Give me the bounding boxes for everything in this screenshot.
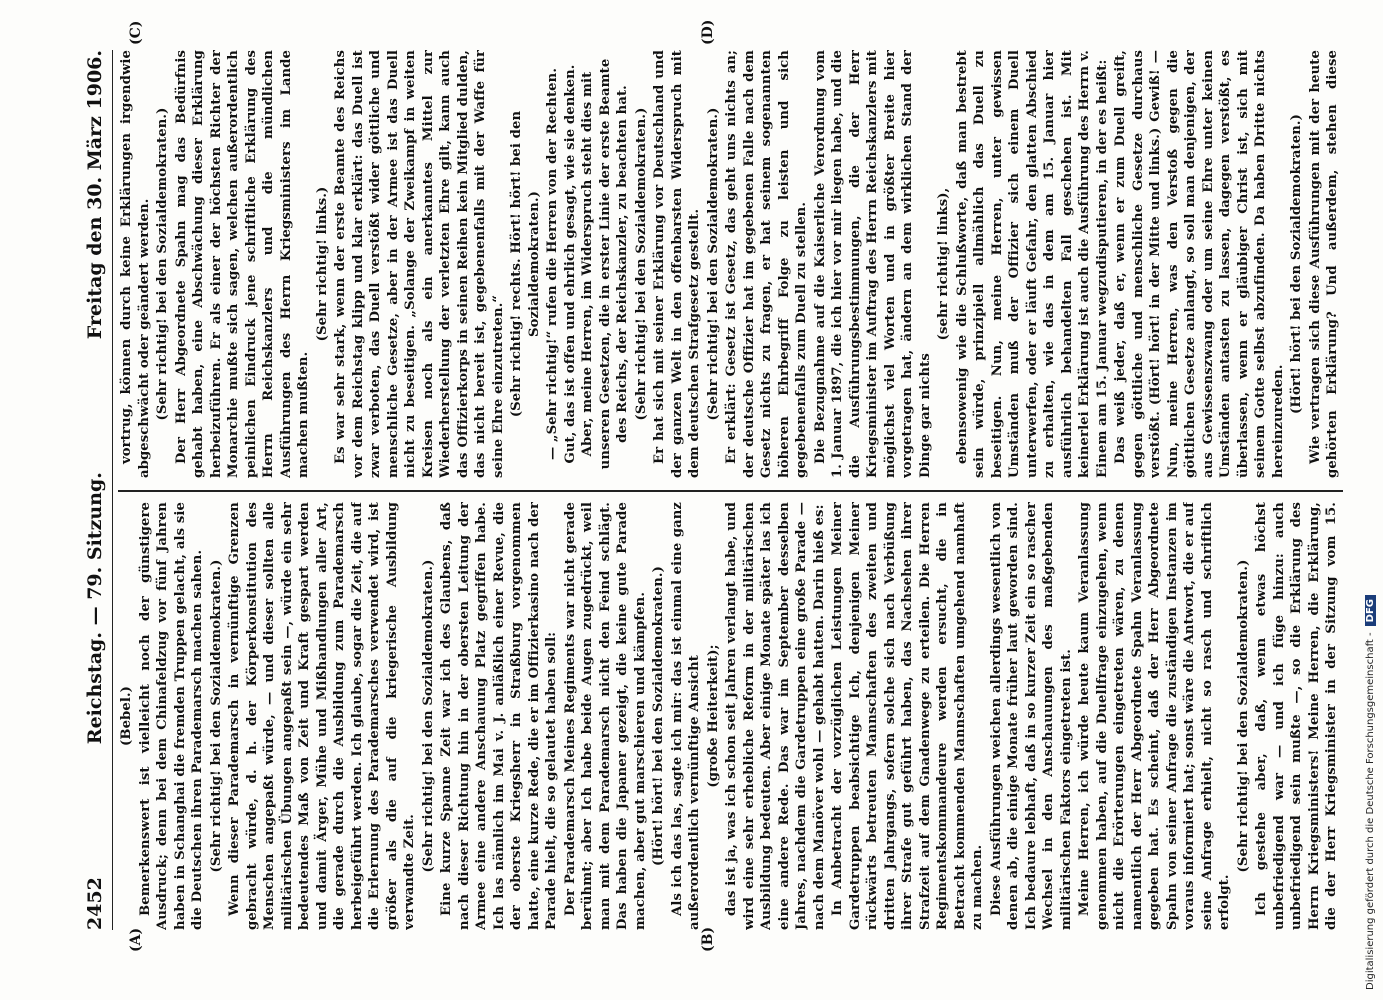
margin-marker-b: (B) [700,926,716,952]
paragraph: das ist ja, was ich schon seit Jahren verlangt habe, und wird eine sehr erhebliche Reform in der militärischen Ausbildung bedeuten. Aber einige Monate später las ich eine andere Rede. Das war im September desselben Jahres, nachdem die Gardetruppen eine große Parade — nach dem Manöver wohl — gehabt hatten. Darin hieß es: [724,502,827,930]
paragraph: Er erklärt: Gesetz ist Gesetz, das geht uns nichts an; der deutsche Offizier hat im gegebenen Falle nach dem Gesetz nichts zu fragen, er hat seinem sogenannten höheren Ehrbegriff Folge zu leisten und sich gegebenenfalls zum Duell zu stellen. [724,50,809,478]
paragraph: Der Parademarsch Meines Regiments war nicht gerade berühmt; aber Ich habe beide Augen zugedrückt, weil man mit dem Parademarsch nicht den Feind schlägt. Das haben die Japaner gezeigt, die keine gute Parade machen, aber gut marschieren und kämpfen. [562,502,648,930]
paragraph: Meine Herren, ich würde heute kaum Veranlassung genommen haben, auf die Duellfrage einzugehen, wenn nicht die Erörterungen eingetreten wären, zu denen namentlich der Herr Abgeordnete Spahn Veranlassung gegeben hat. Es scheint, daß der Herr Abgeordnete Spahn von seiner Anfrage die zuständigen Instanzen im voraus informiert hat; sonst wäre die Antwort, die er auf seine Anfrage erhielt, nicht so rasch und schriftlich erfolgt. [1077,502,1232,930]
paragraph: (Bebel.) [119,685,134,747]
credit-text: Digitalisierung gefördert durch die Deutsche Forschungsgemeinschaft - [1364,632,1376,990]
paragraph: (Sehr richtig! rechts. Hört! hört! bei den Sozialdemokraten.) [509,110,542,418]
paragraph: (Sehr richtig! bei den Sozialdemokraten.) [705,107,721,421]
paragraph: Wie vertragen sich diese Ausführungen mit der heute gehörten Erklärung? Und außerdem, stehen diese [1307,50,1340,478]
paragraph: Als ich das las, sagte ich mir: das ist einmal eine ganz außerordentlich vernünftige Ansicht [669,502,702,930]
paragraph: Ich gestehe aber, daß, wenn etwas höchst unbefriedigend war — und ich füge hinzu: auch unbefriedigend sein mußte —, so die Erklärung des Herrn Kriegsministers! Meine Herren, die Erklärung, die der Herr Kriegsminister in der Sitzung vom 15. [1254,502,1339,930]
margin-marker-a: (A) [128,927,144,952]
paragraph: Das weiß jeder, daß er, wenn er zum Duell greift, gegen göttliche und menschliche Gesetze durchaus verstößt. (Hört! hört! in der Mitte und links.) Gewiß! — Nun, meine Herren, was den Verstoß gegen die göttlichen Gesetze anlangt, so soll man denjenigen, der aus Gewissenszwang oder um seine Ehre unter keinen Umständen antasten zu lassen, dagegen verstößt, es überlassen, wenn er gläubiger Christ ist, sich mit seinem Gotte selbst abzufinden. Da haben Dritte nichts hereinzureden. [1113,50,1286,478]
paragraph: vortrug, können durch keine Erklärungen irgendwie abgeschwächt oder geändert werden. [119,50,152,478]
paragraph: (große Heiterkeit); [705,644,721,788]
paragraph: Er hat sich mit seiner Erklärung vor Deutschland und der ganzen Welt in den offenbarsten Widerspruch mit dem deutschen Strafgesetz gestellt. [652,50,702,478]
digitization-credit [1360,10,1380,990]
text-column-right [118,50,1343,478]
paragraph: (Sehr richtig! bei den Sozialdemokraten.) [420,559,436,873]
paragraph: Der Herr Abgeordnete Spahn mag das Bedürfnis gehabt haben, eine Abschwächung dieser Erklärung herbeizuführen. Er als einer der höchsten Richter der Monarchie mußte sich sagen, welchen außerordentlich peinlichen Eindruck jene schriftliche Erklärung des Herrn Reichskanzlers und die mündlichen Ausführungen des Herrn Kriegsministers im Lande machen mußten. [173,50,311,478]
paragraph: (Sehr richtig! bei den Sozialdemokraten.) [208,559,224,873]
session-title: Reichstag. — 79. Sitzung. [84,472,106,745]
text-column-left [118,502,1343,930]
dfg-logo: DFG [1365,595,1376,626]
column-divider [118,490,1343,492]
paragraph: (Sehr richtig! bei den Sozialdemokraten.) [633,107,649,421]
paragraph: (Sehr richtig! bei den Sozialdemokraten.) [155,107,170,421]
paragraph: (Hört! hört! bei den Sozialdemokraten.) [651,566,666,866]
paragraph: Die Bezugnahme auf die Kaiserliche Verordnung vom 1. Januar 1897, die ich hier vor mir liegen habe, und die die Ausführungsbestimmungen, die der Herr Kriegsminister im Auftrag des Herrn Reichskanzlers mit möglichst viel Worten und in größter Breite hier vorgetragen hat, ändern an dem wirklichen Stand der Dinge gar nichts [812,50,933,478]
margin-marker-c: (C) [128,20,144,45]
paragraph: Eine kurze Spanne Zeit war ich des Glaubens, daß nach dieser Richtung hin in der obersten Leitung der Armee eine andere Anschauung Platz gegriffen habe. Ich las nämlich im Mai v. J. anläßlich einer Revue, die der oberste Kriegsherr in Straßburg vorgenommen hatte, eine kurze Rede, die er im Offizierkasino nach der Parade hielt, die so gelautet haben soll: [439,502,559,930]
paragraph: Bemerkenswert ist vielleicht noch der günstigere Ausdruck; denn bei dem Chinafeldzug vor fünf Jahren haben in Schanghai die fremden Truppen gelacht, als sie die Deutschen ihren Parademarsch machen sahen. [137,502,205,930]
page-number: 2452 [84,877,106,930]
paragraph: Wenn dieser Parademarsch in vernünftige Grenzen gebracht würde, d. h. der Körperkonstitution des Menschen angepaßt würde, — und dieser sollten alle militärischen Übungen angepaßt sein —, würde ein sehr bedeutendes Maß von Zeit und Kraft gespart werden und damit Ärger, Mühe und Mißhandlungen aller Art, die gerade durch die Ausbildung zum Parademarsch herbeigeführt werden. Ich glaube, sogar die Zeit, die auf die Erlernung des Parademarsches verwendet wird, ist größer als die auf die kriegerische Ausbildung verwandte Zeit. [227,502,417,930]
margin-marker-d: (D) [700,19,716,45]
session-date: Freitag den 30. März 1906. [84,50,106,340]
paragraph: In Anbetracht der vorzüglichen Leistungen Meiner Gardetruppen beabsichtige Ich, denjenigen Meiner rückwärts betreuten Mannschaften des zweiten und dritten Jahrgangs, sofern solche sich nach Verbüßung ihrer Strafe gut geführt haben, das Nachsehen ihrer Strafzeit auf dem Gnadenwege zu erteilen. Die Herren Regimentskommandeure werden ersucht, die in Betracht kommenden Mannschaften umgehend namhaft zu machen. [830,502,985,930]
paragraph: ebensowenig wie die Schlußworte, daß man bestrebt sein würde, prinzipiell allmählich das Duell zu beseitigen. Nun, meine Herren, unter gewissen Umständen muß der Offizier sich einem Duell unterwerfen, oder er läuft Gefahr, den glatten Abschied zu erhalten, wie das in dem am 15. Januar hier ausführlich behandelten Fall geschehen ist. Mit keinerlei Erklärung ist auch die Ausführung des Herrn v. Einem am 15. Januar wegzudisputieren, in der es heißt: [954,50,1110,478]
paragraph: Diese Ausführungen weichen allerdings wesentlich von denen ab, die einige Monate früher laut geworden sind. Ich bedaure lebhaft, daß in so kurzer Zeit ein so rascher Wechsel in den Anschauungen des maßgebenden militärischen Faktors eingetreten ist. [988,502,1074,930]
paragraph: (Hört! hört! bei den Sozialdemokraten.) [1289,114,1304,414]
paragraph: — „Sehr richtig!“ rufen die Herren von der Rechten. Gut, das ist offen und ehrlich gesagt, wie sie denken. Aber, meine Herren, im Widerspruch steht dies mit unseren Gesetzen, die in erster Linie der erste Beamte des Reichs, der Reichskanzler, zu beachten hat. [545,58,630,470]
page-header [78,50,113,930]
paragraph: (Sehr richtig! links.) [314,186,330,342]
paragraph: (Sehr richtig! bei den Sozialdemokraten.) [1235,559,1251,873]
paragraph: Es war sehr stark, wenn der erste Beamte des Reichs vor dem Reichstag klipp und klar erklärt: das Duell ist zwar verboten, das Duell verstößt wider göttliche und menschliche Gesetze, aber in der Armee ist das Duell nicht zu beseitigen. „Solange der Zweikampf in weiten Kreisen noch als ein anerkanntes Mittel zur Wiederherstellung der verletzten Ehre gilt, kann auch das Offizierkorps in seinen Reihen kein Mitglied dulden, das nicht bereit ist, gegebenenfalls mit der Waffe für seine Ehre einzutreten.“ [333,50,506,478]
paragraph: (sehr richtig! links), [936,187,951,341]
